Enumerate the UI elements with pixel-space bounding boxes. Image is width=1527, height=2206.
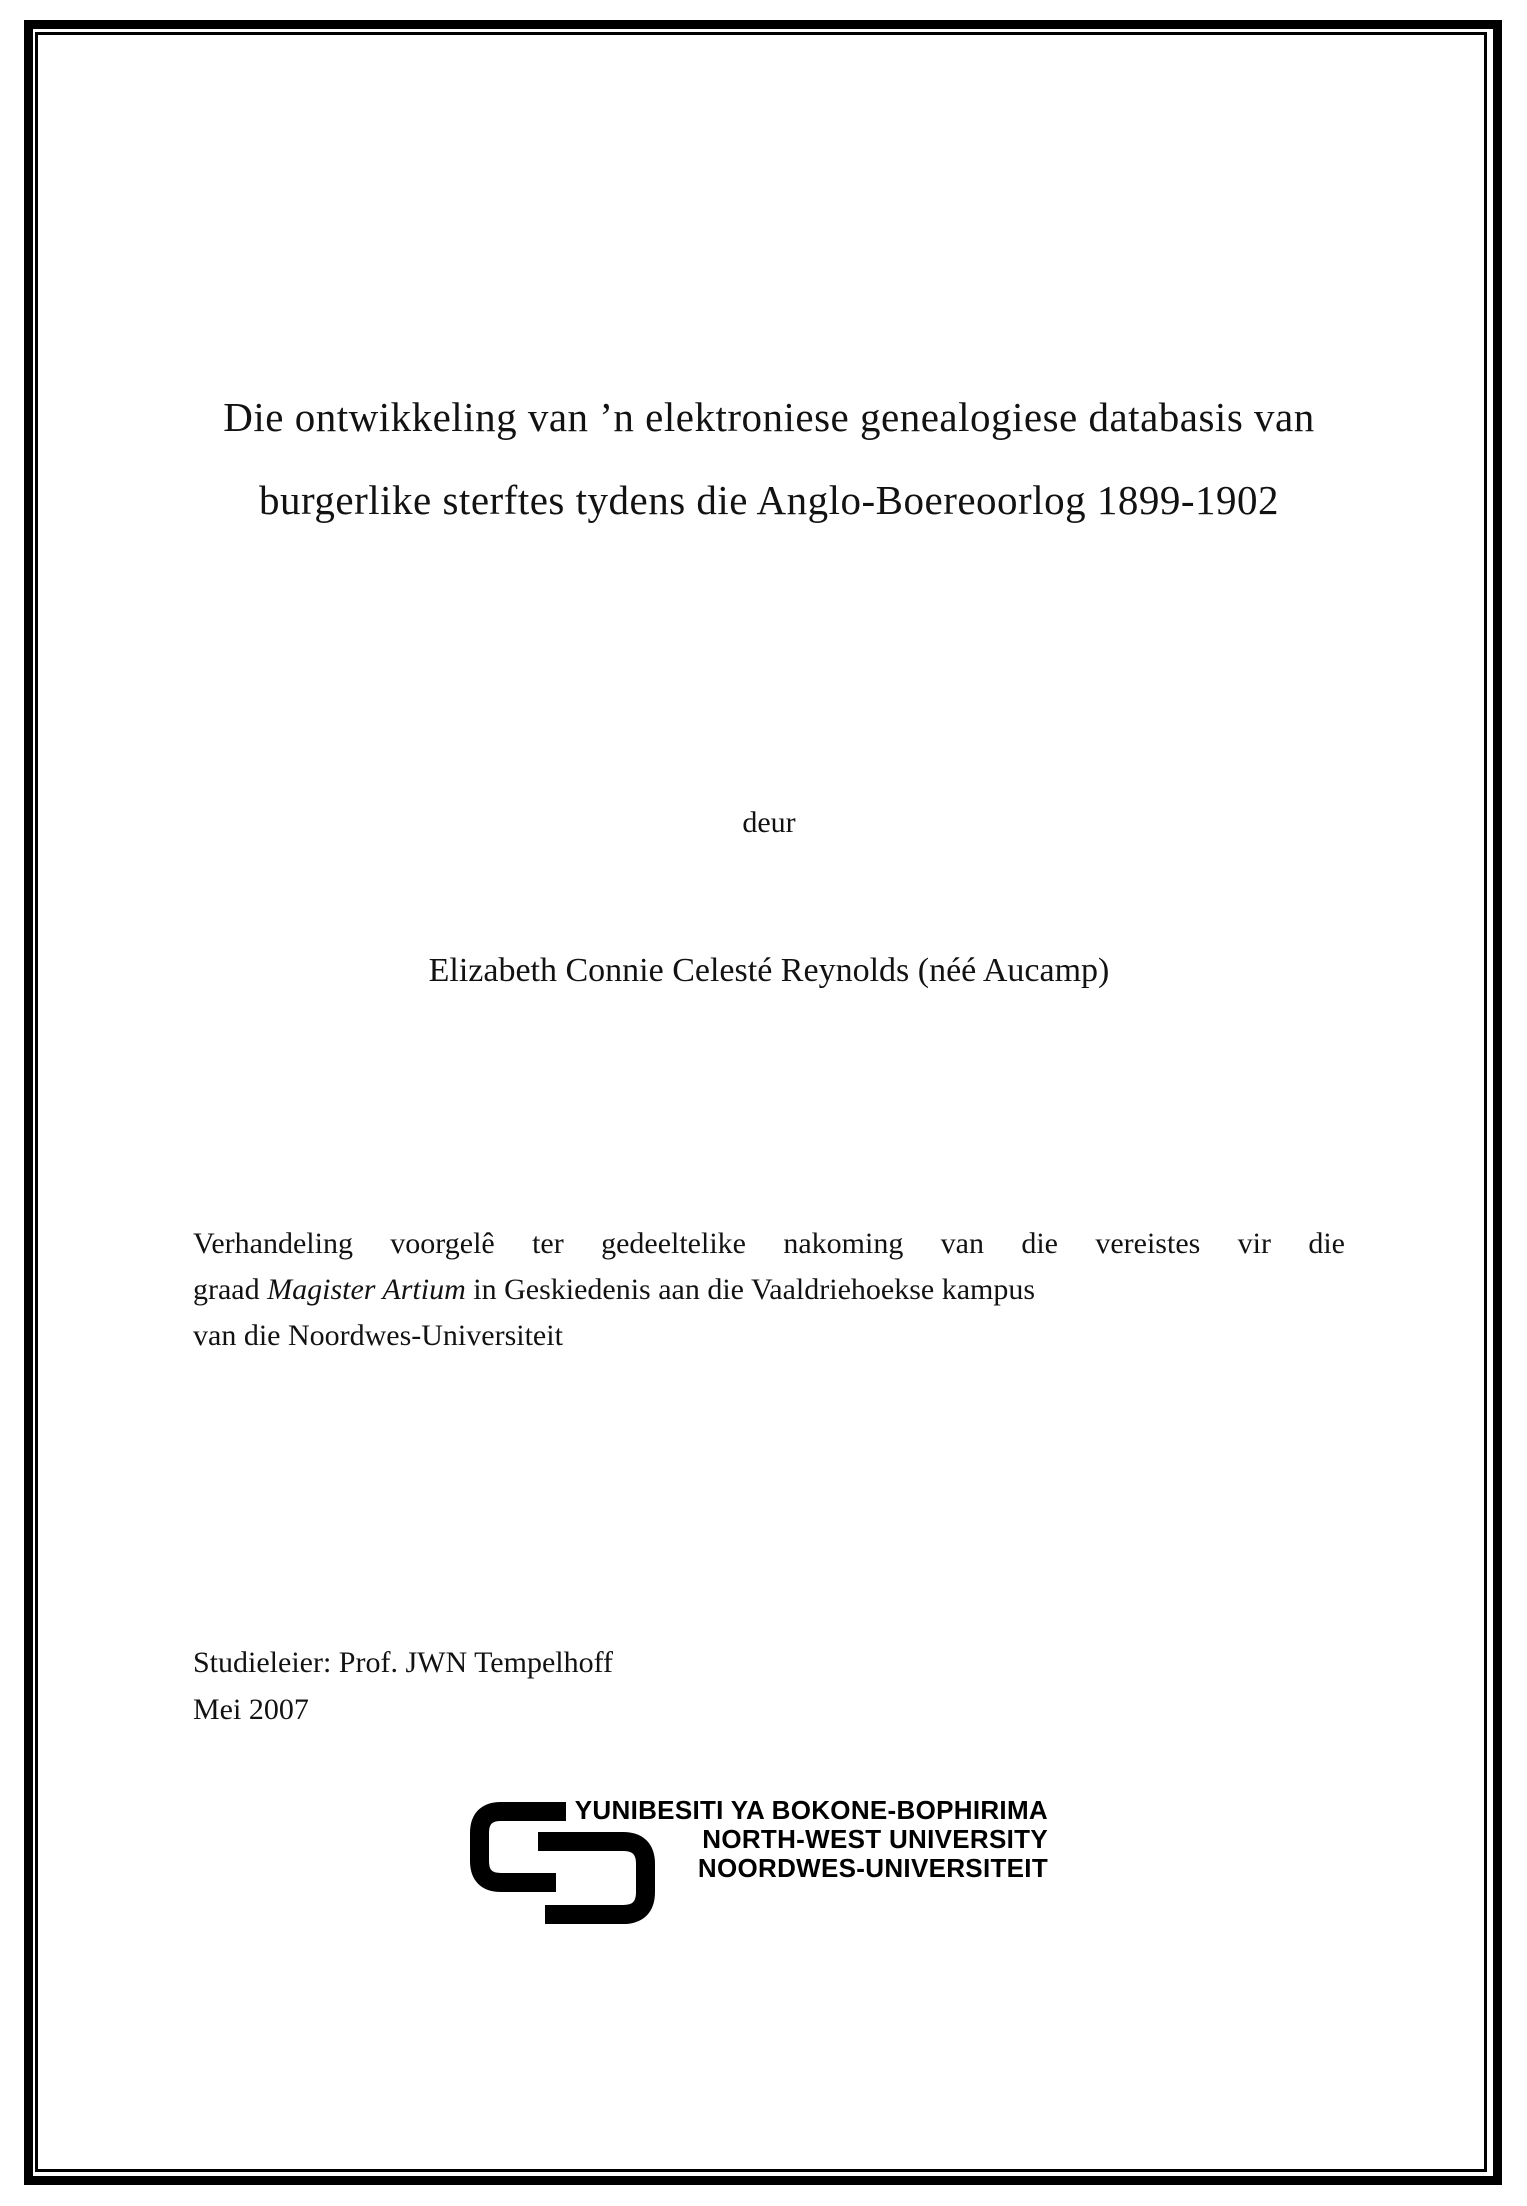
degree-statement-line-2-prefix: graad bbox=[193, 1273, 268, 1306]
degree-name-italic: Magister Artium bbox=[267, 1273, 466, 1306]
degree-statement bbox=[193, 1221, 1345, 1359]
date-line: Mei 2007 bbox=[193, 1693, 309, 1726]
supervisor-line: Studieleier: Prof. JWN Tempelhoff bbox=[193, 1646, 614, 1679]
logo-text-afrikaans: NOORDWES-UNIVERSITEIT bbox=[697, 1852, 1048, 1883]
byline-deur: deur bbox=[742, 806, 796, 839]
degree-statement-line-2 bbox=[193, 1267, 1345, 1313]
degree-statement-line-1: Verhandeling voorgelê ter gedeeltelike nakoming van die vereistes vir die bbox=[193, 1227, 1345, 1260]
degree-statement-line-3: van die Noordwes-Universiteit bbox=[193, 1319, 563, 1352]
supervisor-block bbox=[193, 1639, 613, 1733]
degree-statement-line-2-suffix: in Geskiedenis aan die Vaaldriehoekse kampus bbox=[465, 1273, 1036, 1306]
logo-text-setswana: YUNIBESITI YA BOKONE-BOPHIRIMA bbox=[574, 1795, 1048, 1825]
author-name: Elizabeth Connie Celesté Reynolds (néé Aucamp) bbox=[428, 952, 1110, 989]
logo-text-english: NORTH-WEST UNIVERSITY bbox=[702, 1823, 1048, 1854]
university-logo-text bbox=[575, 1796, 1048, 1882]
thesis-title-line-2: burgerlike sterftes tydens die Anglo-Boereoorlog 1899-1902 bbox=[258, 477, 1279, 523]
thesis-title-line-1: Die ontwikkeling van ’n elektroniese genealogiese databasis van bbox=[223, 394, 1315, 440]
